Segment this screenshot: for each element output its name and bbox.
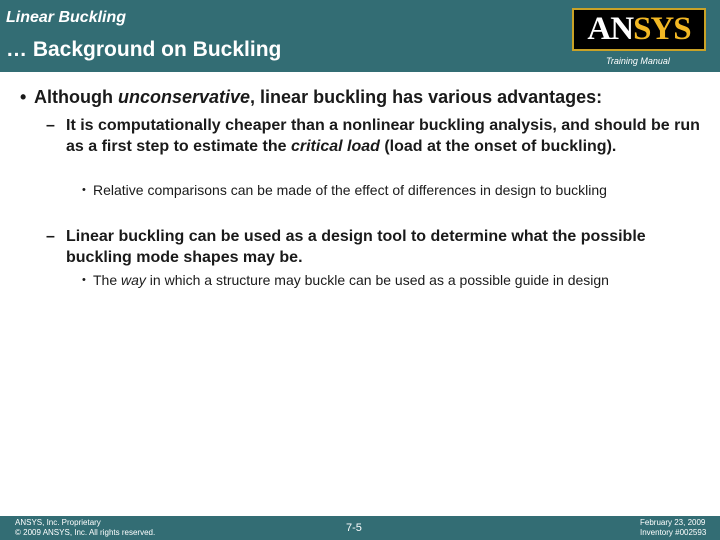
logo-text-an: AN bbox=[587, 11, 634, 47]
slide-title: … Background on Buckling bbox=[6, 38, 282, 61]
footer-date: February 23, 2009 bbox=[640, 518, 706, 527]
footer-bar bbox=[0, 516, 720, 540]
chapter-title: Linear Buckling bbox=[6, 9, 127, 26]
subsubbullet-comparisons-text: Relative comparisons can be made of the effect of differences in design to buckling bbox=[93, 182, 607, 198]
footer-inventory bbox=[640, 518, 706, 538]
dash-bullet-icon: – bbox=[46, 117, 55, 134]
subbullet-cheaper-text: It is computationally cheaper than a nonlinear buckling analysis, and should be run as a first step to estimate the critical load (load at the onset of buckling). bbox=[66, 117, 700, 155]
footer-inventory-number: Inventory #002593 bbox=[640, 528, 707, 537]
bullet-dot-icon: • bbox=[82, 274, 86, 286]
logo-text-sys: SYS bbox=[633, 11, 691, 47]
subbullet-design-tool-text: Linear buckling can be used as a design tool to determine what the possible buckling mode shapes may be. bbox=[66, 228, 646, 266]
dash-bullet-icon: – bbox=[46, 228, 55, 245]
header-bar bbox=[0, 0, 720, 72]
footer-proprietary: ANSYS, Inc. Proprietary bbox=[15, 518, 101, 527]
bullet-dot-icon: • bbox=[20, 87, 27, 107]
bullet-advantages-text: Although unconservative, linear buckling has various advantages: bbox=[34, 87, 603, 107]
footer-rights: © 2009 ANSYS, Inc. All rights reserved. bbox=[15, 528, 156, 537]
training-manual-label: Training Manual bbox=[606, 56, 670, 66]
page-number: 7-5 bbox=[346, 522, 362, 534]
subsubbullet-guide-text: The way in which a structure may buckle can be used as a possible guide in design bbox=[93, 272, 609, 288]
footer-copyright bbox=[15, 518, 155, 538]
ansys-logo bbox=[572, 8, 706, 51]
bullet-dot-icon: • bbox=[82, 184, 86, 196]
